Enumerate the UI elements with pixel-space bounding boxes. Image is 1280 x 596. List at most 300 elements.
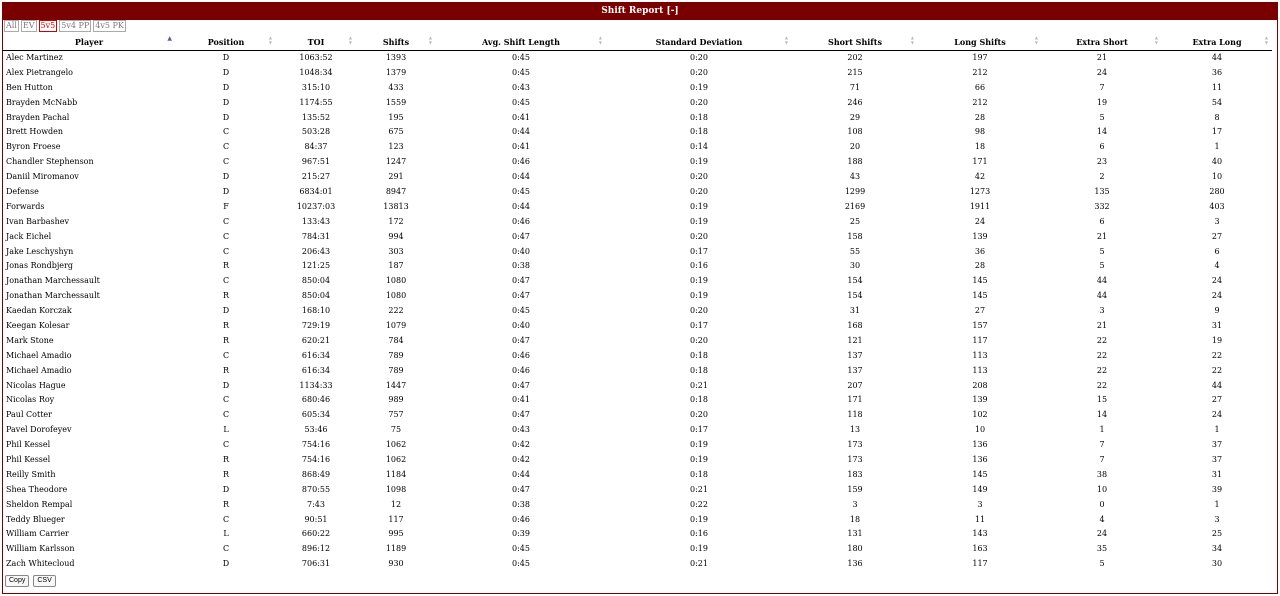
table-cell: 0:45	[512, 67, 530, 77]
table-cell: 53:46	[304, 425, 328, 435]
table-cell: 620:21	[301, 335, 331, 345]
table-cell: 37	[1211, 440, 1223, 450]
table-cell: 994	[388, 231, 404, 241]
table-cell: 7	[1099, 454, 1105, 464]
sort-icon: ▲ ▼	[1264, 35, 1268, 45]
table-cell: 23	[1096, 157, 1108, 167]
table-cell: 44	[1096, 276, 1108, 286]
table-cell: 168:10	[301, 306, 331, 316]
filter-all[interactable]: All	[6, 21, 17, 30]
table-cell: 0:21	[690, 484, 708, 494]
table-row	[2, 229, 1272, 244]
table-cell: 207	[847, 380, 863, 390]
table-cell: 0:19	[690, 157, 708, 167]
table-cell: 0:46	[512, 365, 530, 375]
table-row	[2, 437, 1272, 452]
column-header-standard-deviation[interactable]	[606, 34, 792, 50]
table-cell: 117	[972, 559, 988, 569]
table-cell: 0:41	[512, 142, 530, 152]
table-cell: 930	[388, 559, 404, 569]
player-name-cell: Phil Kessel	[6, 454, 51, 464]
table-cell: 0:21	[690, 559, 708, 569]
table-cell: 37	[1211, 454, 1223, 464]
player-name-cell: Brayden Pachal	[6, 112, 70, 122]
table-cell: 21	[1096, 320, 1108, 330]
table-cell: 8	[1214, 112, 1220, 122]
table-cell: 0:17	[690, 425, 708, 435]
table-row	[2, 497, 1272, 512]
table-cell: 1189	[385, 544, 407, 554]
table-cell: 117	[388, 514, 404, 524]
player-name-cell: Shea Theodore	[6, 484, 68, 494]
table-cell: 6	[1099, 142, 1105, 152]
table-cell: 0:21	[690, 380, 708, 390]
player-name-cell: Brett Howden	[6, 127, 64, 137]
table-cell: 0:18	[690, 127, 708, 137]
table-cell: 20	[849, 142, 861, 152]
table-row	[2, 482, 1272, 497]
table-cell: 0:43	[512, 82, 530, 92]
table-cell: 605:34	[301, 410, 331, 420]
column-header-toi[interactable]	[276, 34, 356, 50]
table-cell: 197	[972, 53, 988, 63]
table-cell: 1299	[844, 186, 866, 196]
table-cell: 0:18	[690, 112, 708, 122]
table-cell: 315:10	[301, 82, 331, 92]
table-cell: 28	[974, 112, 986, 122]
table-cell: 10	[1096, 484, 1108, 494]
table-cell: 0:20	[690, 306, 708, 316]
table-cell: 5	[1099, 261, 1105, 271]
table-cell: 675	[388, 127, 404, 137]
player-name-cell: Paul Cotter	[6, 410, 52, 420]
table-row	[2, 169, 1272, 184]
table-cell: 2	[1099, 172, 1105, 182]
copy-button[interactable]: Copy	[5, 575, 29, 587]
table-cell: 19	[1211, 335, 1223, 345]
table-cell: 187	[388, 261, 404, 271]
table-cell: 0:46	[512, 514, 530, 524]
table-cell: C	[222, 440, 230, 450]
table-cell: 13	[849, 425, 861, 435]
player-name-cell: William Carrier	[6, 529, 69, 539]
table-cell: 139	[972, 231, 988, 241]
table-cell: 25	[849, 216, 861, 226]
table-cell: 0:44	[512, 172, 530, 182]
table-cell: 0:20	[690, 97, 708, 107]
table-row	[2, 527, 1272, 542]
column-header-avg-shift-length[interactable]	[436, 34, 606, 50]
table-cell: D	[222, 112, 230, 122]
table-cell: 145	[972, 276, 988, 286]
table-cell: 433	[388, 82, 404, 92]
table-cell: 137	[847, 350, 863, 360]
table-cell: R	[222, 454, 230, 464]
column-header-long-shifts[interactable]	[918, 34, 1042, 50]
table-cell: 1	[1214, 499, 1220, 509]
table-cell: 21	[1096, 231, 1108, 241]
table-cell: 44	[1096, 291, 1108, 301]
table-cell: 1079	[385, 320, 407, 330]
player-name-cell: Jack Eichel	[6, 231, 52, 241]
table-cell: 1062	[385, 440, 407, 450]
player-name-cell: Ivan Barbashev	[6, 216, 70, 226]
filter-5v4-pp[interactable]: 5v4 PP	[61, 21, 90, 30]
table-row	[2, 80, 1272, 95]
table-cell: 215:27	[301, 172, 331, 182]
table-cell: 784:31	[301, 231, 331, 241]
column-header-shifts[interactable]	[356, 34, 436, 50]
sort-icon: ▲ ▼	[1034, 35, 1038, 45]
table-cell: 729:19	[301, 320, 331, 330]
table-cell: 108	[847, 127, 863, 137]
table-cell: 137	[847, 365, 863, 375]
player-name-cell: Michael Amadio	[6, 365, 72, 375]
table-cell: 0:45	[512, 306, 530, 316]
table-cell: C	[222, 216, 230, 226]
table-cell: 24	[1211, 276, 1223, 286]
table-cell: 0:19	[690, 201, 708, 211]
sort-icon: ▲ ▼	[784, 35, 788, 45]
table-cell: 0:20	[690, 231, 708, 241]
table-cell: D	[222, 97, 230, 107]
table-cell: 11	[974, 514, 986, 524]
table-cell: 1911	[969, 201, 991, 211]
table-cell: R	[222, 335, 230, 345]
table-cell: 102	[972, 410, 988, 420]
table-row	[2, 214, 1272, 229]
table-cell: 3	[1099, 306, 1105, 316]
table-row	[2, 95, 1272, 110]
table-cell: 0:47	[512, 276, 530, 286]
table-cell: 1559	[385, 97, 407, 107]
table-cell: 10	[1211, 172, 1223, 182]
table-row	[2, 318, 1272, 333]
table-cell: D	[222, 559, 230, 569]
table-row	[2, 392, 1272, 407]
table-cell: 75	[390, 425, 402, 435]
table-cell: 1247	[385, 157, 407, 167]
table-cell: 90:51	[304, 514, 328, 524]
table-cell: 0:45	[512, 97, 530, 107]
table-cell: 43	[849, 172, 861, 182]
table-row	[2, 110, 1272, 125]
table-cell: 117	[972, 335, 988, 345]
table-cell: 183	[847, 469, 863, 479]
column-header-label: Position	[207, 36, 245, 47]
table-cell: 1080	[385, 291, 407, 301]
table-cell: 0:40	[512, 320, 530, 330]
table-cell: 3	[1214, 514, 1220, 524]
table-cell: 989	[388, 395, 404, 405]
table-row	[2, 124, 1272, 139]
table-cell: 17	[1211, 127, 1223, 137]
table-cell: 616:34	[301, 365, 331, 375]
table-cell: 19	[1096, 97, 1108, 107]
table-row	[2, 65, 1272, 80]
sort-icon: ▲ ▼	[1154, 35, 1158, 45]
player-name-cell: Mark Stone	[6, 335, 54, 345]
table-cell: 503:28	[301, 127, 331, 137]
table-row	[2, 333, 1272, 348]
column-header-label: Short Shifts	[828, 36, 882, 47]
table-cell: 159	[847, 484, 863, 494]
filter-4v5-pk[interactable]: 4v5 PK	[95, 21, 124, 30]
player-name-cell: Phil Kessel	[6, 440, 51, 450]
table-cell: 0:20	[690, 67, 708, 77]
table-cell: 180	[847, 544, 863, 554]
table-cell: 1379	[385, 67, 407, 77]
table-cell: 3	[977, 499, 983, 509]
table-cell: 136	[847, 559, 863, 569]
table-cell: 0:19	[690, 276, 708, 286]
column-header-label: Extra Short	[1076, 36, 1128, 47]
table-cell: 8947	[385, 186, 407, 196]
table-cell: 0:19	[690, 82, 708, 92]
table-cell: 123	[388, 142, 404, 152]
filter-ev[interactable]: EV	[22, 21, 35, 30]
table-cell: 24	[1096, 67, 1108, 77]
column-header-short-shifts[interactable]	[792, 34, 918, 50]
player-name-cell: Ben Hutton	[6, 82, 53, 92]
table-cell: C	[222, 350, 230, 360]
panel-title[interactable]: Shift Report [-]	[3, 3, 1277, 20]
table-cell: 25	[1211, 529, 1223, 539]
table-cell: D	[222, 306, 230, 316]
table-cell: 3	[852, 499, 858, 509]
player-name-cell: Teddy Blueger	[6, 514, 65, 524]
table-cell: R	[222, 320, 230, 330]
table-cell: 18	[849, 514, 861, 524]
table-row	[2, 258, 1272, 273]
table-row	[2, 556, 1272, 571]
table-cell: 0:45	[512, 559, 530, 569]
table-cell: 616:34	[301, 350, 331, 360]
table-cell: 24	[1211, 291, 1223, 301]
table-cell: 0:47	[512, 410, 530, 420]
table-cell: 0:47	[512, 380, 530, 390]
table-cell: 850:04	[301, 291, 331, 301]
table-cell: 98	[974, 127, 986, 137]
table-cell: 133:43	[301, 216, 331, 226]
table-cell: 13813	[383, 201, 409, 211]
table-cell: 121	[847, 335, 863, 345]
table-cell: 4	[1099, 514, 1105, 524]
table-cell: 850:04	[301, 276, 331, 286]
player-name-cell: Sheldon Rempal	[6, 499, 73, 509]
table-cell: 7	[1099, 440, 1105, 450]
table-cell: 1134:33	[299, 380, 333, 390]
table-cell: 1393	[385, 53, 407, 63]
table-cell: 0:47	[512, 231, 530, 241]
table-cell: 967:51	[301, 157, 331, 167]
table-cell: C	[222, 231, 230, 241]
table-cell: 0:16	[690, 261, 708, 271]
table-cell: 0:19	[690, 216, 708, 226]
table-cell: 131	[847, 529, 863, 539]
table-cell: 145	[972, 469, 988, 479]
table-cell: C	[222, 246, 230, 256]
table-cell: 0:45	[512, 53, 530, 63]
table-cell: 0:39	[512, 529, 530, 539]
table-cell: 44	[1211, 380, 1223, 390]
table-row	[2, 303, 1272, 318]
table-row	[2, 407, 1272, 422]
column-header-label: Long Shifts	[954, 36, 1006, 47]
table-row	[2, 348, 1272, 363]
table-row	[2, 422, 1272, 437]
table-cell: C	[222, 276, 230, 286]
table-cell: 22	[1211, 365, 1223, 375]
table-cell: D	[222, 380, 230, 390]
table-cell: 0	[1099, 499, 1105, 509]
player-name-cell: Defense	[6, 186, 39, 196]
table-cell: 1062	[385, 454, 407, 464]
table-cell: 0:44	[512, 469, 530, 479]
table-cell: 0:16	[690, 529, 708, 539]
table-cell: 403	[1209, 201, 1225, 211]
table-cell: 3	[1214, 216, 1220, 226]
player-name-cell: Forwards	[6, 201, 45, 211]
column-header-label: Shifts	[382, 36, 410, 47]
sort-icon: ▲ ▼	[910, 35, 914, 45]
table-cell: 0:44	[512, 201, 530, 211]
table-cell: 0:19	[690, 514, 708, 524]
table-cell: C	[222, 514, 230, 524]
table-cell: 0:17	[690, 246, 708, 256]
table-cell: 0:20	[690, 172, 708, 182]
table-cell: 1	[1214, 425, 1220, 435]
player-name-cell: Zach Whitecloud	[6, 559, 75, 569]
table-cell: 113	[972, 365, 988, 375]
table-cell: 66	[974, 82, 986, 92]
table-cell: 0:42	[512, 454, 530, 464]
table-cell: 21	[1096, 53, 1108, 63]
table-cell: 18	[974, 142, 986, 152]
sort-icon: ▲ ▼	[598, 35, 602, 45]
table-cell: 680:46	[301, 395, 331, 405]
table-cell: 754:16	[301, 440, 331, 450]
table-cell: 84:37	[304, 142, 328, 152]
table-cell: 0:20	[690, 410, 708, 420]
table-row	[2, 244, 1272, 259]
table-cell: 22	[1096, 335, 1108, 345]
table-cell: 222	[388, 306, 404, 316]
table-row	[2, 50, 1272, 65]
player-name-cell: Reilly Smith	[6, 469, 56, 479]
table-cell: 208	[972, 380, 988, 390]
table-cell: 0:44	[512, 127, 530, 137]
player-name-cell: Daniil Miromanov	[6, 172, 79, 182]
table-cell: 332	[1094, 201, 1110, 211]
table-cell: 12	[390, 499, 402, 509]
column-header-position[interactable]	[176, 34, 276, 50]
table-cell: 0:18	[690, 350, 708, 360]
table-cell: C	[222, 395, 230, 405]
player-name-cell: Jake Leschyshyn	[6, 246, 74, 256]
column-header-label: TOI	[307, 36, 325, 47]
player-name-cell: Nicolas Hague	[6, 380, 66, 390]
table-cell: C	[222, 142, 230, 152]
table-cell: 118	[847, 410, 863, 420]
table-row	[2, 363, 1272, 378]
table-cell: 0:19	[690, 440, 708, 450]
table-cell: 1048:34	[299, 67, 333, 77]
table-cell: 0:18	[690, 365, 708, 375]
column-header-label: Standard Deviation	[655, 36, 743, 47]
table-cell: 0:19	[690, 544, 708, 554]
table-cell: 870:55	[301, 484, 331, 494]
table-cell: 54	[1211, 97, 1223, 107]
table-cell: 10237:03	[296, 201, 336, 211]
table-cell: 212	[972, 67, 988, 77]
table-cell: 35	[1096, 544, 1108, 554]
csv-button[interactable]: CSV	[33, 575, 55, 587]
table-cell: 14	[1096, 410, 1108, 420]
table-cell: 1447	[385, 380, 407, 390]
table-cell: 706:31	[301, 559, 331, 569]
player-name-cell: Nicolas Roy	[6, 395, 55, 405]
filter-5v5[interactable]: 5v5	[40, 21, 56, 30]
table-cell: 135:52	[301, 112, 331, 122]
table-cell: 789	[388, 350, 404, 360]
table-cell: 11	[1211, 82, 1223, 92]
table-row	[2, 467, 1272, 482]
table-cell: 173	[847, 440, 863, 450]
column-header-extra-long[interactable]	[1162, 34, 1272, 50]
table-cell: 154	[847, 276, 863, 286]
column-header-label: Avg. Shift Length	[482, 36, 560, 47]
table-row	[2, 273, 1272, 288]
table-cell: 29	[849, 112, 861, 122]
table-cell: 4	[1214, 261, 1220, 271]
sort-icon: ▲ ▼	[348, 35, 352, 45]
table-cell: 754:16	[301, 454, 331, 464]
table-cell: 42	[974, 172, 986, 182]
table-cell: 136	[972, 454, 988, 464]
player-name-cell: Jonas Rondbjerg	[6, 261, 73, 271]
table-cell: 215	[847, 67, 863, 77]
player-name-cell: Jonathan Marchessault	[6, 276, 100, 286]
table-cell: 39	[1211, 484, 1223, 494]
table-cell: 27	[974, 306, 986, 316]
table-cell: 0:19	[690, 291, 708, 301]
table-cell: 157	[972, 320, 988, 330]
table-cell: 34	[1211, 544, 1223, 554]
table-cell: C	[222, 127, 230, 137]
table-cell: 24	[1096, 529, 1108, 539]
table-cell: 143	[972, 529, 988, 539]
table-cell: 0:19	[690, 454, 708, 464]
strength-filter-group	[4, 20, 126, 32]
table-cell: 14	[1096, 127, 1108, 137]
table-cell: 6	[1099, 216, 1105, 226]
table-cell: 121:25	[301, 261, 331, 271]
column-header-player[interactable]	[2, 34, 176, 50]
column-header-extra-short[interactable]	[1042, 34, 1162, 50]
table-cell: L	[223, 529, 229, 539]
table-cell: 38	[1096, 469, 1108, 479]
table-cell: 113	[972, 350, 988, 360]
table-row	[2, 541, 1272, 556]
table-cell: 0:18	[690, 395, 708, 405]
column-header-label: Player	[74, 36, 104, 47]
table-cell: L	[223, 425, 229, 435]
table-row	[2, 199, 1272, 214]
table-cell: 0:46	[512, 157, 530, 167]
table-cell: R	[222, 499, 230, 509]
table-cell: 896:12	[301, 544, 331, 554]
